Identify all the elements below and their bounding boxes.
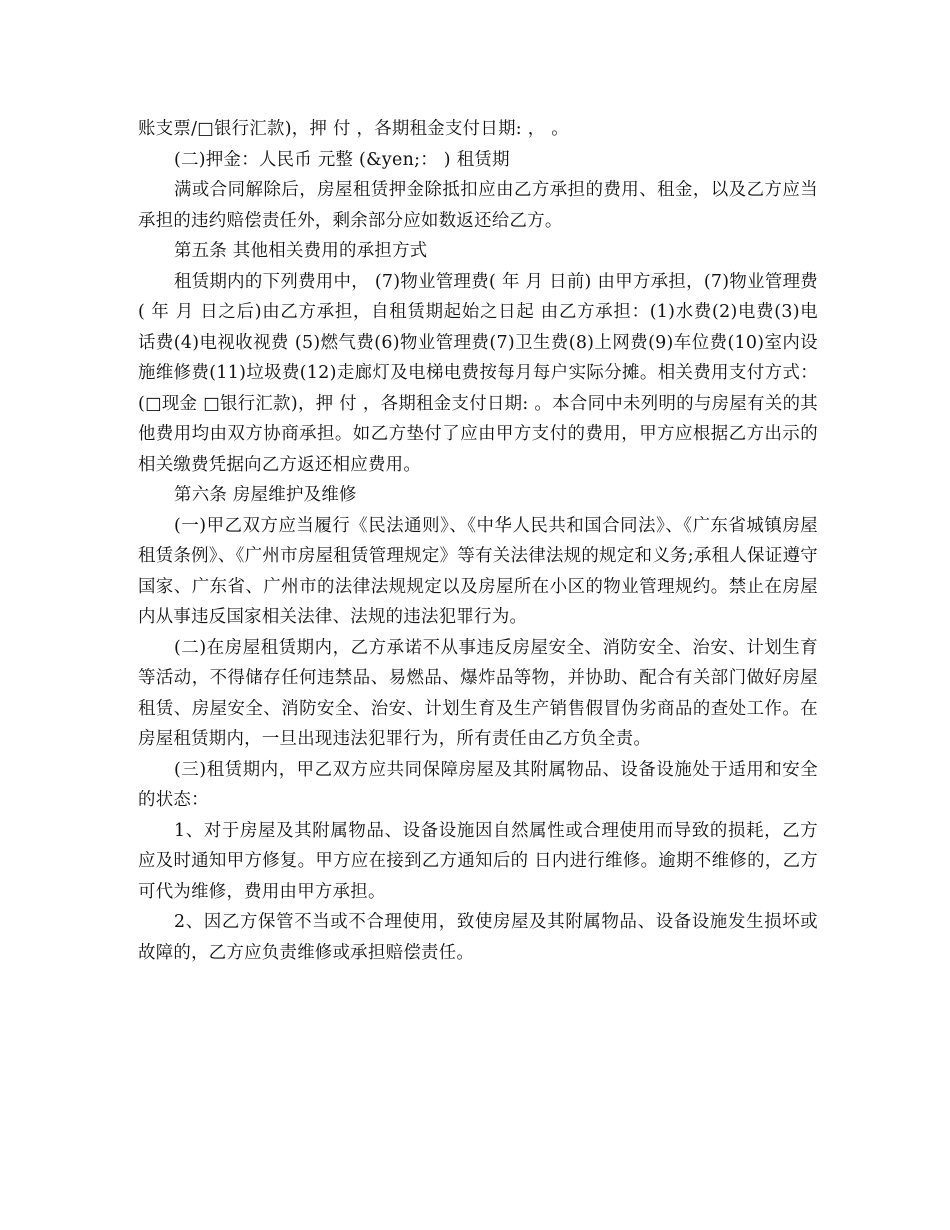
paragraph-payment-continuation: 账支票/□银行汇款)，押 付 ，各期租金支付日期: ， 。 bbox=[138, 119, 569, 139]
paragraph-deposit-refund: 满或合同解除后，房屋租赁押金除抵扣应由乙方承担的费用、租金，以及乙方应当承担的违约赔偿责任外，剩余部分应如数返还给乙方。 bbox=[138, 180, 818, 231]
paragraph-deposit: (二)押金：人民币 元整 (&yen;： ) 租赁期 bbox=[174, 149, 510, 170]
paragraph-fees: 租赁期内的下列费用中， (7)物业管理费( 年 月 日前) 由甲方承担，(7)物业管理费( 年 月 日之后)由乙方承担，自租赁期起始之日起 由乙方承担：(1)水费(2)电费(3)电话费(4)电视收视费 (5)燃气费(6)物业管理费(7)卫生费(8)上网费(9)车位费(10)室内设施维修费(11)垃圾费(12)走廊灯及电梯电费按每月每户实际分摊。相关费用支付方式：(□现金 □银行汇款)，押 付 ，各期租金支付日期: 。本合同中未列明的与房屋有关的其他费用均由双方协商承担。如乙方垫付了应由甲方支付的费用，甲方应根据乙方出示的相关缴费凭据向乙方返还相应费用。 bbox=[138, 271, 818, 475]
heading-article-6: 第六条 房屋维护及维修 bbox=[174, 485, 357, 505]
paragraph-repair-wear: 1、对于房屋及其附属物品、设备设施因自然属性或合理使用而导致的损耗，乙方应及时通知甲方修复。甲方应在接到乙方通知后的 日内进行维修。逾期不维修的，乙方可代为维修，费用由甲方承担。 bbox=[138, 820, 818, 902]
paragraph-safety-state: (三)租赁期内，甲乙双方应共同保障房屋及其附属物品、设备设施处于适用和安全的状态： bbox=[138, 759, 818, 810]
paragraph-repair-damage: 2、因乙方保管不当或不合理使用，致使房屋及其附属物品、设备设施发生损坏或故障的，乙方应负责维修或承担赔偿责任。 bbox=[138, 912, 818, 963]
paragraph-laws: (一)甲乙双方应当履行《民法通则》、《中华人民共和国合同法》、《广东省城镇房屋租赁条例》、《广州市房屋租赁管理规定》等有关法律法规的规定和义务;承租人保证遵守国家、广东省、广州市的法律法规规定以及房屋所在小区的物业管理规约。禁止在房屋内从事违反国家相关法律、法规的违法犯罪行为。 bbox=[138, 515, 818, 627]
paragraph-tenant-commitment: (二)在房屋租赁期内，乙方承诺不从事违反房屋安全、消防安全、治安、计划生育等活动，不得储存任何违禁品、易燃品、爆炸品等物，并协助、配合有关部门做好房屋租赁、房屋安全、消防安全、治安、计划生育及生产销售假冒伪劣商品的查处工作。在房屋租赁期内，一旦出现违法犯罪行为，所有责任由乙方负全责。 bbox=[138, 637, 818, 749]
contract-body bbox=[138, 114, 818, 968]
heading-article-5: 第五条 其他相关费用的承担方式 bbox=[174, 241, 428, 261]
